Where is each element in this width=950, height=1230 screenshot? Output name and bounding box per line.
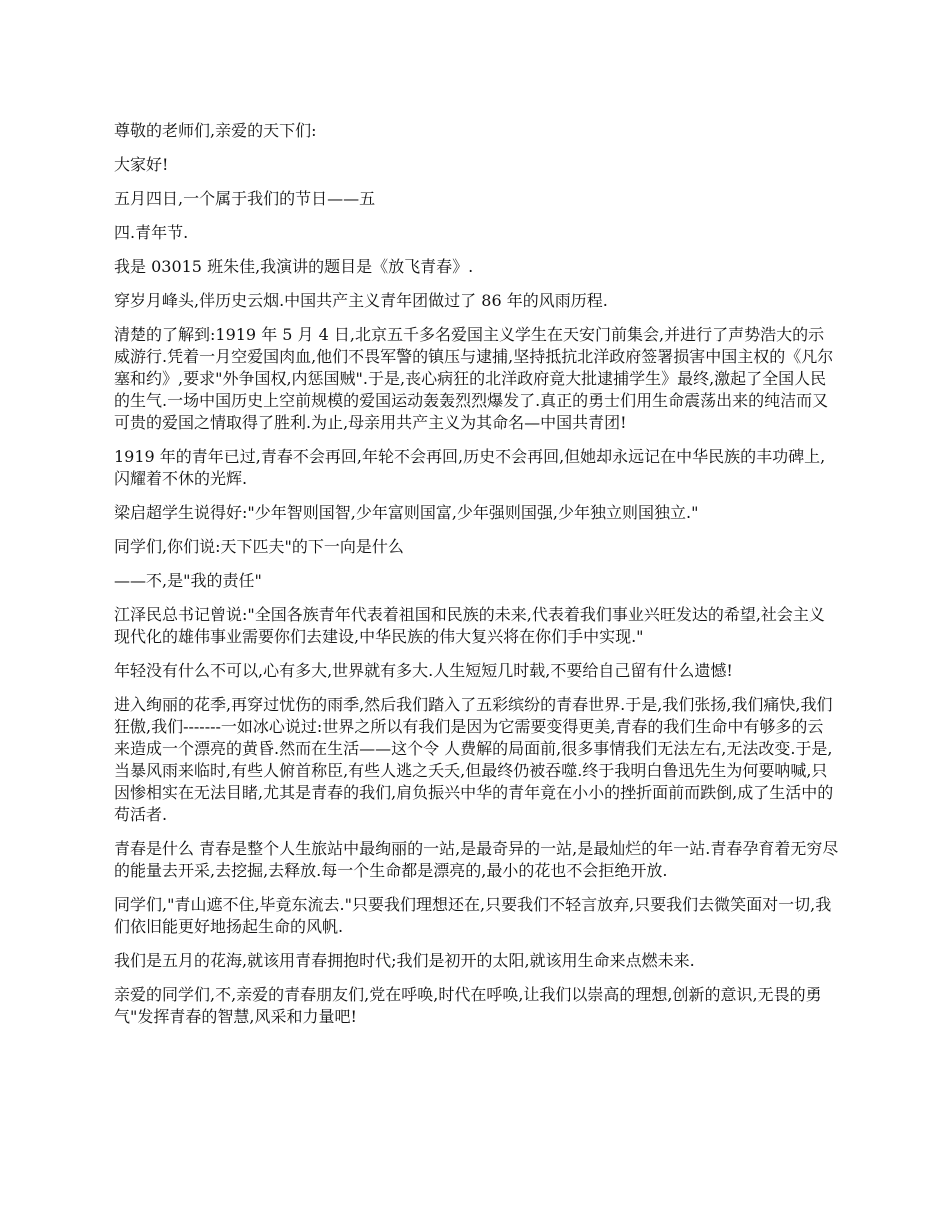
paragraph: 同学们,你们说:天下匹夫"的下一向是什么 xyxy=(114,537,404,556)
paragraph: 四.青年节. xyxy=(114,223,189,242)
paragraph: 清楚的了解到:1919 年 5 月 4 日,北京五千多名爱国主义学生在天安门前集会,并进行了声势浩大的示威游行.凭着一月空爱国肉血,他们不畏军警的镇压与逮捕,坚持抵抗北洋政府签署损害中国主权的《凡尔塞和约》,要求"外争国权,内惩国贼".于是,丧心病狂的北洋政府竟大批逮捕学生》最终,激起了全国人民的生气.一场中国历史上空前规模的爱国运动轰轰烈烈爆发了.真正的勇士们用生命震荡出来的纯洁而又可贵的爱国之情取得了胜利.为止,母亲用共产主义为其命名—中国共青团! xyxy=(114,325,834,432)
paragraph: 穿岁月峰头,伴历史云烟.中国共产主义青年团做过了 86 年的风雨历程. xyxy=(114,291,608,310)
paragraph: ——不,是"我的责任" xyxy=(114,571,262,590)
document-body xyxy=(114,120,839,1040)
paragraph: 进入绚丽的花季,再穿过忧伤的雨季,然后我们踏入了五彩缤纷的青春世界.于是,我们张扬,我们痛快,我们狂傲,我们-------一如冰心说过:世界之所以有我们是因为它需要变得更美,青春的我们生命中有够多的云 来造成一个漂亮的黄昏.然而在生活——这个令 人费解的局面前,很多事情我们无法左右,无法改变.于是,当暴风雨来临时,有些人俯首称臣,有些人逃之夭夭,但最终仍被吞噬.终于我明白鲁迅先生为何要呐喊,只因惨相实在无法目睹,尤其是青春的我们,肩负振兴中华的青年竟在小小的挫折面前而跌倒,成了生活中的苟活者. xyxy=(114,695,834,824)
paragraph: 1919 年的青年已过,青春不会再回,年轮不会再回,历史不会再回,但她却永远记在中华民族的丰功碑上,闪耀着不休的光辉. xyxy=(114,447,826,488)
paragraph: 同学们,"青山遮不住,毕竟东流去."只要我们理想还在,只要我们不轻言放弃,只要我们去微笑面对一切,我们依旧能更好地扬起生命的风帆. xyxy=(114,895,832,936)
paragraph: 江泽民总书记曾说:"全国各族青年代表着祖国和民族的未来,代表着我们事业兴旺发达的希望,社会主义现代化的雄伟事业需要你们去建设,中华民族的伟大复兴将在你们手中实现." xyxy=(114,605,825,646)
paragraph: 我是 03015 班朱佳,我演讲的题目是《放飞青春》. xyxy=(114,257,474,276)
greeting: 大家好! xyxy=(114,155,169,174)
closing-paragraph: 亲爱的同学们,不,亲爱的青春朋友们,党在呼唤,时代在呼唤,让我们以崇高的理想,创新的意识,无畏的勇气"发挥青春的智慧,风采和力量吧! xyxy=(114,985,822,1026)
paragraph: 五月四日,一个属于我们的节日——五 xyxy=(114,189,376,208)
paragraph: 青春是什么 青春是整个人生旅站中最绚丽的一站,是最奇异的一站,是最灿烂的年一站.青春孕育着无穷尽的能量去开采,去挖掘,去释放.每一个生命都是漂亮的,最小的花也不会拒绝开放. xyxy=(114,839,839,880)
paragraph: 梁启超学生说得好:"少年智则国智,少年富则国富,少年强则国强,少年独立则国独立." xyxy=(114,503,699,522)
salutation: 尊敬的老师们,亲爱的天下们: xyxy=(114,121,317,140)
paragraph: 我们是五月的花海,就该用青春拥抱时代;我们是初开的太阳,就该用生命来点燃未来. xyxy=(114,951,695,970)
paragraph: 年轻没有什么不可以,心有多大,世界就有多大.人生短短几时载,不要给自己留有什么遗憾! xyxy=(114,661,733,680)
